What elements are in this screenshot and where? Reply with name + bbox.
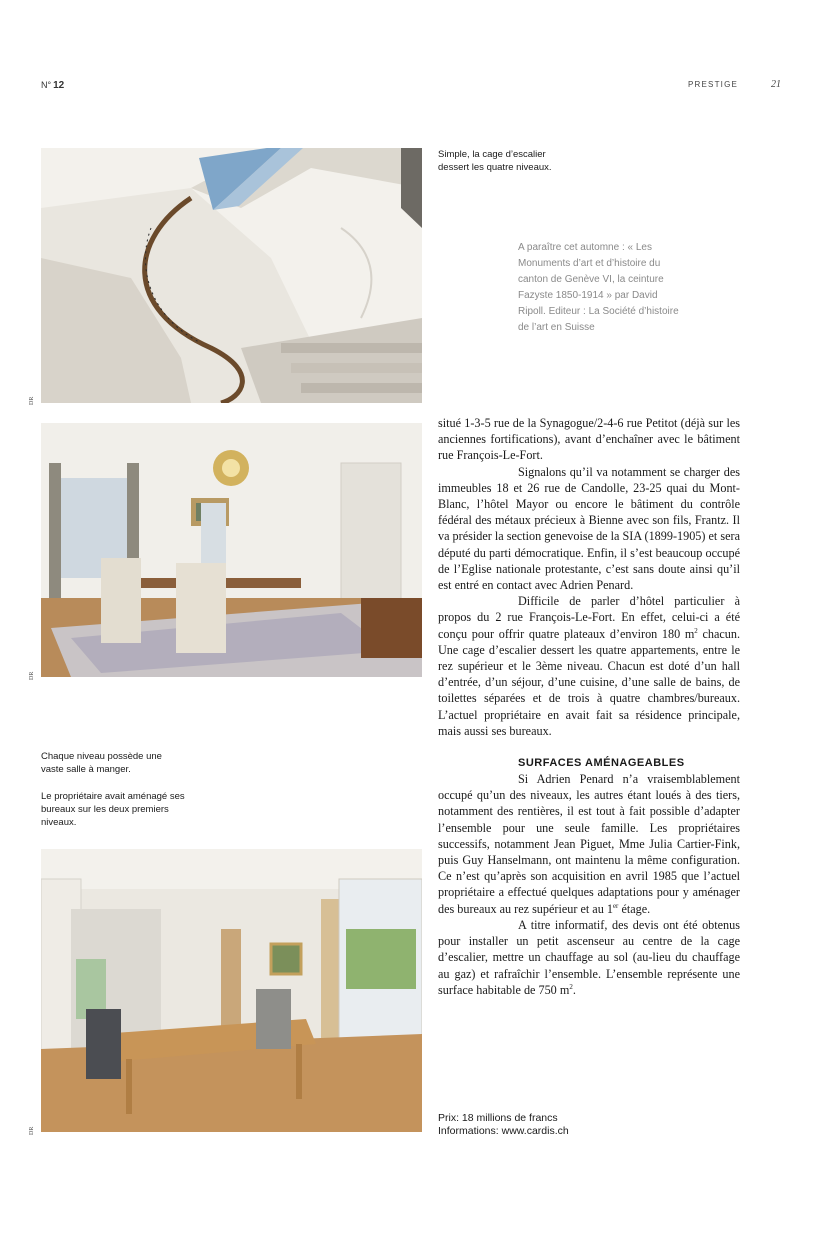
- page-number: 21: [771, 79, 781, 90]
- staircase-photo: [41, 148, 422, 403]
- section-heading: SURFACES AMÉNAGEABLES: [518, 757, 685, 770]
- issue-label: N°: [41, 80, 52, 90]
- photo-credit: DR: [29, 671, 35, 680]
- section-title: PRESTIGE: [688, 80, 739, 89]
- issue-number-value: 12: [53, 80, 65, 91]
- dining-room-photo: [41, 423, 422, 677]
- article-paragraph: situé 1-3-5 rue de la Synagogue/2-4-6 rue Petitot (déjà sur les anciennes fortifications), avant d’enchaîner avec le bâtiment rue François-Le-Fort.: [438, 416, 740, 463]
- info-line: Informations: www.cardis.ch: [438, 1125, 569, 1137]
- sidenote: A paraître cet automne : « Les Monuments d’art et d’histoire du canton de Genève VI, la ceinture Fazyste 1850-1914 » par David Ripoll. Editeur : La Société d’histoire de l’art en Suisse: [518, 242, 679, 333]
- article-body: [438, 415, 740, 998]
- staircase-caption: Simple, la cage d’escalier dessert les quatre niveaux.: [438, 149, 552, 173]
- office-photo: [41, 849, 422, 1132]
- issue-number: [41, 80, 64, 91]
- article-paragraph: Difficile de parler d’hôtel particulier à propos du 2 rue François-Le-Fort. En effet, celui-ci a été conçu pour offrir quatre plateaux d’environ 180 $m^2$ chacun. Une cage d’escalier dessert les quatre appartements, entre le rez supérieur et le 3ème niveau. Chacun est doté d’un hall d’entrée, d’un séjour, d’une cuisine, d’une salle de bains, de toilettes séparées et de trois à quatre chambres/bureaux. L’actuel propriétaire en avait fait sa résidence principale, mais aussi ses bureaux.: [438, 594, 740, 738]
- article-paragraph: Si Adrien Penard n’a vraisemblablement occupé qu’un des niveaux, les autres étant loués à des tiers, notamment des rentières, il est tout à fait possible d’adapter l’ensemble pour une seule famille. Les propriétaires successifs, notamment Jean Piguet, Mme Julia Cartier-Fink, puis Guy Hanselmann, ont maintenu la même configuration. Ce n’est qu’après son acquisition en avril 1985 que l’actuel propriétaire a effectué quelques adaptations pour y aménager des bureaux au rez supérieur et au 1er étage.: [438, 772, 740, 916]
- listing-footer: [438, 1112, 569, 1138]
- photo-credit: DR: [29, 1126, 35, 1135]
- photo-credit: DR: [29, 396, 35, 405]
- article-paragraph: A titre informatif, des devis ont été obtenus pour installer un petit ascenseur au centre de la cage d’escalier, mettre un chauffage au sol (au-lieu du chauffage au gaz) et rafraîchir l’ensemble. L’ensemble représente une surface habitable de 750 $m^2$.: [438, 917, 740, 997]
- offices-caption: Le propriétaire avait aménagé ses bureaux sur les deux premiers niveaux.: [41, 791, 185, 828]
- price-line: Prix: 18 millions de francs: [438, 1112, 558, 1124]
- article-paragraph: Signalons qu’il va notamment se charger des immeubles 18 et 26 rue de Candolle, 23-25 quai du Mont-Blanc, l’hôtel Mayor ou encore le bâtiment du contrôle fédéral des métaux précieux à Bienne avec son fils, Frantz. Il va présider la section genevoise de la SIA (1899-1905) et sera député du parti démocratique. Enfin, il s’est beaucoup occupé de l’Eglise nationale protestante, c’est sans doute ainsi qu’il est entré en contact avec Adrien Penard.: [438, 464, 740, 593]
- dining-caption: Chaque niveau possède une vaste salle à manger.: [41, 751, 162, 775]
